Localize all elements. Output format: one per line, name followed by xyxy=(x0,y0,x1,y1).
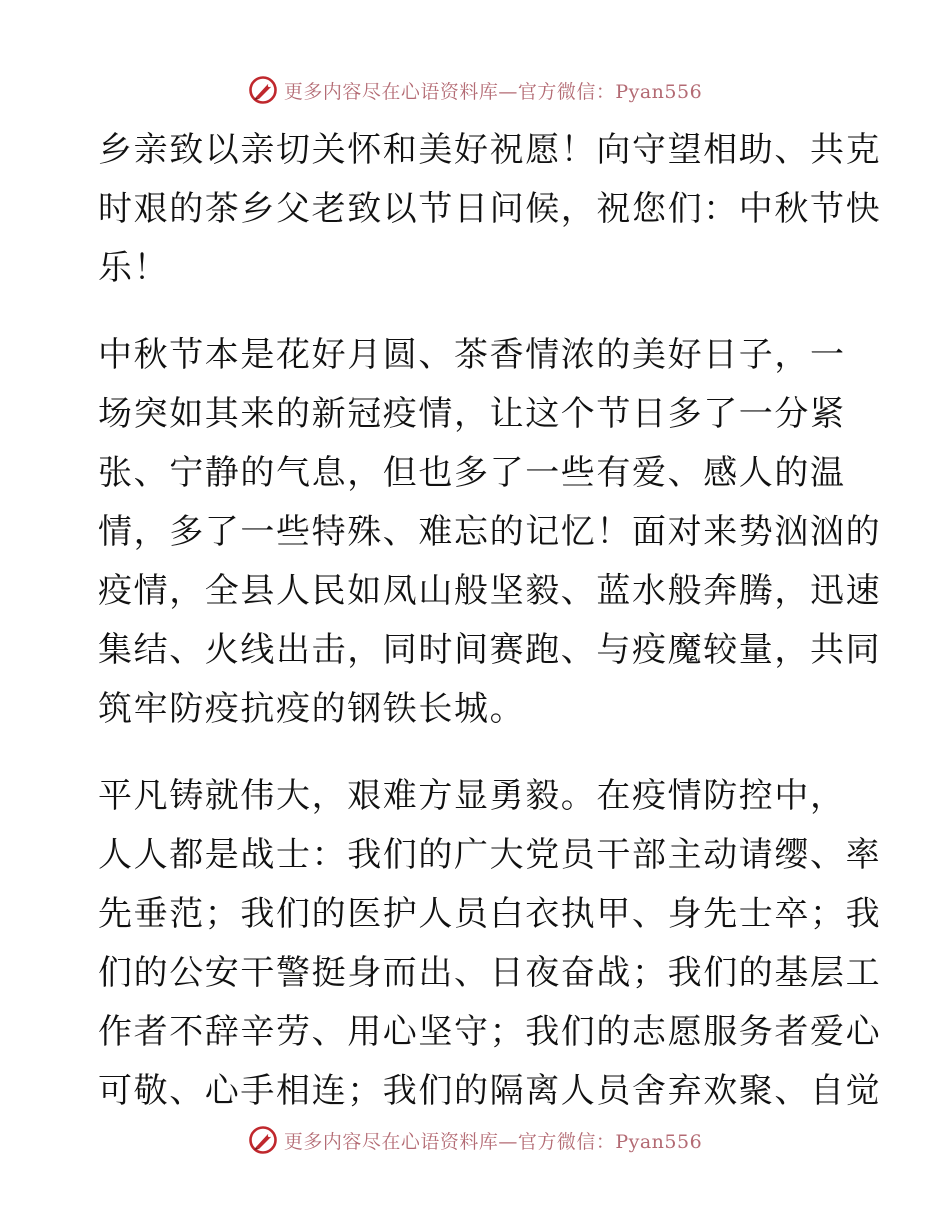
text-line: 们的公安干警挺身而出、日夜奋战；我们的基层工 xyxy=(98,953,882,993)
text-line: 筑牢防疫抗疫的钢铁长城。 xyxy=(98,689,526,729)
text-line: 人人都是战士：我们的广大党员干部主动请缨、率 xyxy=(98,835,882,875)
text-line: 作者不辞辛劳、用心坚守；我们的志愿服务者爱心 xyxy=(98,1012,882,1052)
pen-logo-icon xyxy=(248,1125,278,1155)
paragraph-2 xyxy=(98,326,882,739)
text-line: 乐！ xyxy=(98,248,170,288)
text-line: 平凡铸就伟大，艰难方显勇毅。在疫情防控中， xyxy=(98,776,846,816)
document-body xyxy=(98,121,882,1121)
text-line: 乡亲致以亲切关怀和美好祝愿！向守望相助、共克 xyxy=(98,130,882,170)
paragraph-1 xyxy=(98,121,882,298)
pen-logo-icon xyxy=(248,75,278,105)
text-line: 张、宁静的气息，但也多了一些有爱、感人的温 xyxy=(98,453,846,493)
footer-banner-text: 更多内容尽在心语资料库—官方微信：Pyan556 xyxy=(283,1130,703,1153)
text-line: 疫情，全县人民如凤山般坚毅、蓝水般奔腾，迅速 xyxy=(98,571,882,611)
text-line: 时艰的茶乡父老致以节日问候，祝您们：中秋节快 xyxy=(98,189,882,229)
text-line: 先垂范；我们的医护人员白衣执甲、身先士卒；我 xyxy=(98,894,882,934)
text-line: 可敬、心手相连；我们的隔离人员舍弃欢聚、自觉 xyxy=(98,1071,882,1111)
text-line: 情，多了一些特殊、难忘的记忆！面对来势汹汹的 xyxy=(98,512,882,552)
paragraph-3 xyxy=(98,767,882,1121)
header-banner xyxy=(0,70,950,110)
text-line: 中秋节本是花好月圆、茶香情浓的美好日子，一 xyxy=(98,335,846,375)
text-line: 集结、火线出击，同时间赛跑、与疫魔较量，共同 xyxy=(98,630,882,670)
text-line: 场突如其来的新冠疫情，让这个节日多了一分紧 xyxy=(98,394,846,434)
footer-banner xyxy=(0,1120,950,1160)
header-banner-text: 更多内容尽在心语资料库—官方微信：Pyan556 xyxy=(283,80,703,103)
